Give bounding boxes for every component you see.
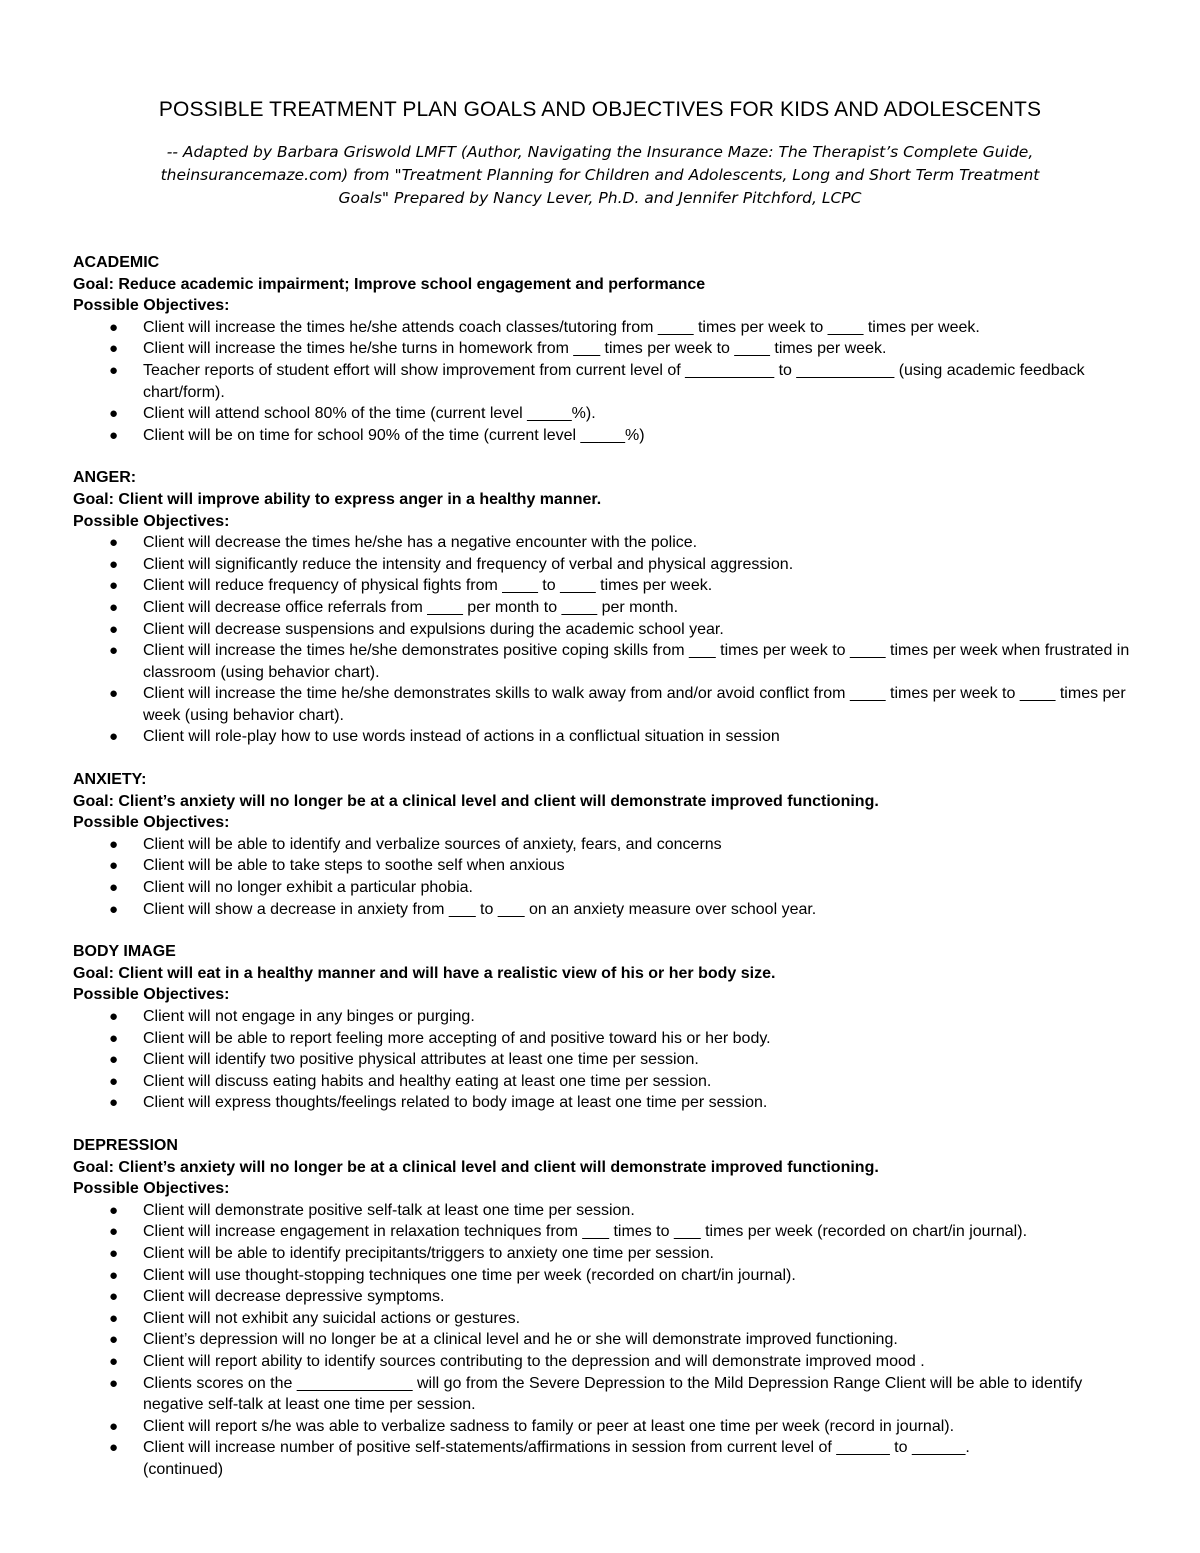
bullet-icon: ● [109,1374,119,1392]
objective-text: Client will increase the time he/she demonstrates skills to walk away from and/or avoid conflict from ____ times per week to ____ times per week (using behavior chart). [143,685,1126,724]
objective-item [73,532,1133,554]
section [73,467,1133,748]
objective-item [73,1243,1133,1265]
bullet-icon: ● [109,642,119,660]
bullet-icon: ● [109,1309,119,1327]
objective-text: Client will increase engagement in relaxation techniques from ___ times to ___ times per week (recorded on chart/in journal). [143,1223,1028,1241]
section-heading: BODY IMAGE [73,943,176,961]
section [73,769,1133,920]
objective-text: Client will no longer exhibit a particular phobia. [143,879,473,897]
objective-item [73,1092,1133,1114]
bullet-icon: ● [109,835,119,853]
objectives-label: Possible Objectives: [73,814,230,832]
objective-item [73,317,1133,339]
objective-item [73,1071,1133,1093]
objective-text: Client will role-play how to use words instead of actions in a conflictual situation in session [143,728,780,746]
bullet-icon: ● [109,426,119,444]
objective-item [73,403,1133,425]
objective-item [73,554,1133,576]
bullet-icon: ● [109,1352,119,1370]
objective-text: Client will decrease depressive symptoms. [143,1288,445,1306]
objective-item [73,877,1133,899]
objective-item [73,1308,1133,1330]
objectives-label: Possible Objectives: [73,1180,230,1198]
objective-item [73,575,1133,597]
bullet-icon: ● [109,1288,119,1306]
objective-item [73,1049,1133,1071]
section [73,1135,1133,1481]
page-subtitle: -- Adapted by Barbara Griswold LMFT (Author, Navigating the Insurance Maze: The Therapist’s Complete Guide, theinsurancemaze.com) from "Treatment Planning for Children and Adolescents, Long and Short Term Treatment Goals" Prepared by Nancy Lever, Ph.D. and Jennifer Pitchford, LCPC [160,143,1040,207]
objective-text: Client will report ability to identify sources contributing to the depression and will demonstrate improved mood . [143,1352,925,1370]
objective-text: Client will decrease office referrals from ____ per month to ____ per month. [143,598,679,616]
objectives-label: Possible Objectives: [73,986,230,1004]
objective-text: Client will increase the times he/she turns in homework from ___ times per week to ____ times per week. [143,340,887,358]
section-goal: Goal: Client’s anxiety will no longer be at a clinical level and client will demonstrate improved functioning. [73,792,879,810]
objectives-list [73,1200,1133,1459]
bullet-icon: ● [109,857,119,875]
objective-item [73,899,1133,921]
bullet-icon: ● [109,900,119,918]
objective-item [73,855,1133,877]
bullet-icon: ● [109,1029,119,1047]
objective-item [73,726,1133,748]
bullet-icon: ● [109,405,119,423]
bullet-icon: ● [109,1223,119,1241]
bullet-icon: ● [109,728,119,746]
section-goal: Goal: Client will improve ability to express anger in a healthy manner. [73,490,602,508]
objective-item [73,640,1133,683]
section [73,252,1133,446]
section-heading: ANGER: [73,469,137,487]
bullet-icon: ● [109,361,119,379]
objective-item [73,1329,1133,1351]
objectives-list [73,317,1133,447]
bullet-icon: ● [109,534,119,552]
bullet-icon: ● [109,685,119,703]
bullet-icon: ● [109,1094,119,1112]
section [73,941,1133,1114]
bullet-icon: ● [109,577,119,595]
objective-text: Client will show a decrease in anxiety from ___ to ___ on an anxiety measure over school year. [143,900,817,918]
bullet-icon: ● [109,318,119,336]
objective-text: Client will identify two positive physical attributes at least one time per session. [143,1051,699,1069]
bullet-icon: ● [109,879,119,897]
objective-item [73,360,1133,403]
objective-item [73,425,1133,447]
objective-text: Client will significantly reduce the intensity and frequency of verbal and physical aggression. [143,555,794,573]
objective-text: Client will report s/he was able to verbalize sadness to family or peer at least one time per week (record in journal). [143,1417,955,1435]
bullet-icon: ● [109,1008,119,1025]
objectives-list [73,1006,1133,1114]
objective-text: Client will decrease suspensions and expulsions during the academic school year. [143,620,724,638]
objective-text: Teacher reports of student effort will show improvement from current level of __________ to ___________ (using academic feedback chart/form). [143,361,1085,401]
bullet-icon: ● [109,1439,119,1457]
objective-text: Client will reduce frequency of physical fights from ____ to ____ times per week. [143,577,713,595]
objective-item [73,1028,1133,1050]
objective-text: Client will be able to identify and verbalize sources of anxiety, fears, and concerns [143,835,722,853]
objectives-label: Possible Objectives: [73,297,230,315]
page-title: POSSIBLE TREATMENT PLAN GOALS AND OBJECTIVES FOR KIDS AND ADOLESCENTS [158,98,1042,121]
objective-item [73,1265,1133,1287]
objective-item [73,834,1133,856]
bullet-icon: ● [109,1266,119,1284]
objective-item [73,1373,1133,1416]
objective-item [73,338,1133,360]
objective-text: Client will attend school 80% of the time (current level _____%). [143,405,596,423]
objective-item [73,619,1133,641]
objective-text: Client will demonstrate positive self-talk at least one time per session. [143,1201,635,1219]
objective-text: Client’s depression will no longer be at a clinical level and he or she will demonstrate improved functioning. [143,1331,898,1349]
objective-item [73,597,1133,619]
section-goal: Goal: Reduce academic impairment; Improve school engagement and performance [73,275,706,293]
bullet-icon: ● [109,1331,119,1349]
objective-text: Client will use thought-stopping techniques one time per week (recorded on chart/in journal). [143,1266,796,1284]
bullet-icon: ● [109,1201,119,1219]
continued-note: (continued) [143,1460,224,1478]
objective-text: Client will be on time for school 90% of the time (current level _____%) [143,426,645,444]
objective-text: Clients scores on the _____________ will go from the Severe Depression to the Mild Depression Range Client will be able to identify negative self-talk at least one time per session. [143,1374,1083,1414]
objectives-label: Possible Objectives: [73,512,230,530]
bullet-icon: ● [109,620,119,638]
objective-text: Client will increase the times he/she demonstrates positive coping skills from ___ times per week to ____ times per week when frustrated in classroom (using behavior chart). [143,642,1130,681]
section-heading: ANXIETY: [73,771,147,789]
objective-text: Client will increase number of positive self-statements/affirmations in session from current level of ______ to ______. [143,1439,970,1457]
objective-item [73,1200,1133,1222]
bullet-icon: ● [109,598,119,616]
objective-text: Client will decrease the times he/she has a negative encounter with the police. [143,534,698,552]
section-heading: ACADEMIC [73,254,160,271]
objective-item [73,1416,1133,1438]
section-goal: Goal: Client’s anxiety will no longer be at a clinical level and client will demonstrate improved functioning. [73,1158,879,1176]
bullet-icon: ● [109,1244,119,1262]
objective-item [73,1351,1133,1373]
objective-text: Client will express thoughts/feelings related to body image at least one time per session. [143,1094,768,1112]
objective-item [73,1221,1133,1243]
objective-text: Client will increase the times he/she attends coach classes/tutoring from ____ times per week to ____ times per week. [143,318,980,336]
objective-item [73,1286,1133,1308]
bullet-icon: ● [109,340,119,358]
objective-item [73,683,1133,726]
objective-item [73,1006,1133,1028]
bullet-icon: ● [109,1051,119,1069]
objective-text: Client will not engage in any binges or purging. [143,1008,475,1025]
objective-text: Client will discuss eating habits and healthy eating at least one time per session. [143,1072,712,1090]
bullet-icon: ● [109,555,119,573]
bullet-icon: ● [109,1417,119,1435]
objective-text: Client will be able to identify precipitants/triggers to anxiety one time per session. [143,1244,714,1262]
section-heading: DEPRESSION [73,1136,178,1154]
objective-text: Client will not exhibit any suicidal actions or gestures. [143,1309,521,1327]
objectives-list [73,532,1133,748]
objectives-list [73,834,1133,920]
objective-item [73,1437,1133,1459]
sections-container [73,252,1133,1501]
section-goal: Goal: Client will eat in a healthy manner and will have a realistic view of his or her body size. [73,964,776,982]
bullet-icon: ● [109,1072,119,1090]
objective-text: Client will be able to report feeling more accepting of and positive toward his or her body. [143,1029,771,1047]
objective-text: Client will be able to take steps to soothe self when anxious [143,857,565,875]
